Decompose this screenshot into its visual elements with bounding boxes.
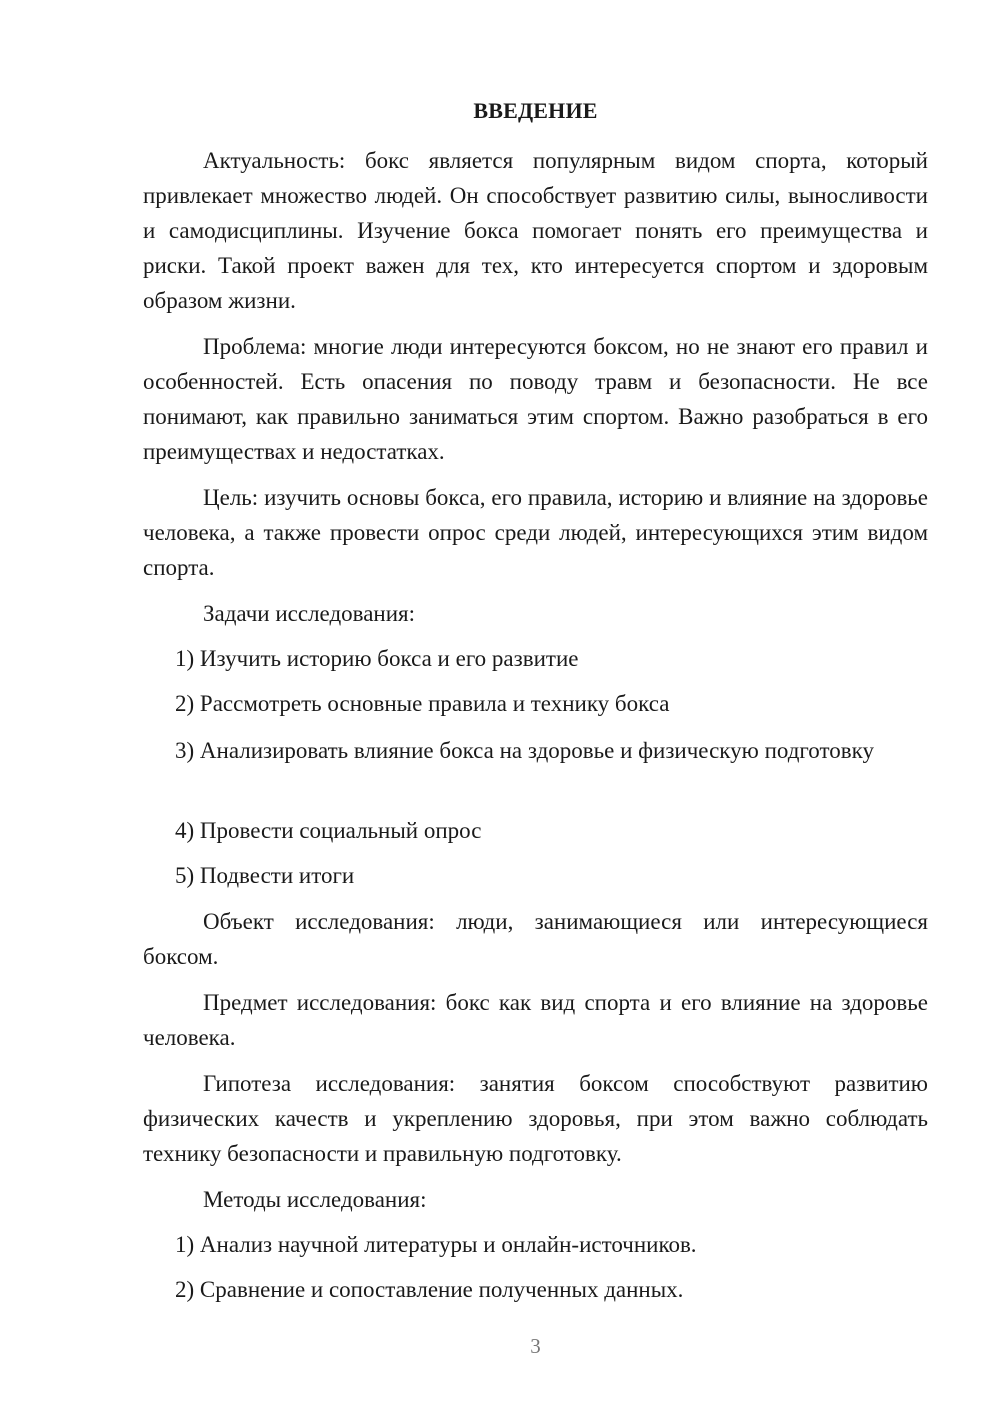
tasks-heading: Задачи исследования: — [203, 601, 416, 626]
paragraph-subject: Предмет исследования: бокс как вид спорта и его влияние на здоровье человека. — [143, 990, 928, 1050]
page-title: ВВЕДЕНИЕ — [473, 98, 598, 123]
paragraph-hypothesis: Гипотеза исследования: занятия боксом способствуют развитию физических качеств и укреплению здоровья, при этом важно соблюдать технику безопасности и правильную подготовку. — [143, 1071, 928, 1166]
task-item-4: 4) Провести социальный опрос — [175, 818, 482, 843]
task-item-1: 1) Изучить историю бокса и его развитие — [175, 646, 579, 671]
paragraph-problem: Проблема: многие люди интересуются боксом, но не знают его правил и особенностей. Есть опасения по поводу травм и безопасности. Не все понимают, как правильно заниматься этим спортом. Важно разобраться в его преимуществах и недостатках. — [143, 334, 928, 464]
paragraph-object: Объект исследования: люди, занимающиеся или интересующиеся боксом. — [143, 909, 928, 969]
methods-heading: Методы исследования: — [203, 1187, 427, 1212]
task-item-2: 2) Рассмотреть основные правила и технику бокса — [175, 691, 670, 716]
document-page — [143, 0, 928, 1414]
method-item-1: 1) Анализ научной литературы и онлайн-источников. — [175, 1232, 697, 1257]
page-number: 3 — [530, 1334, 541, 1358]
paragraph-relevance: Актуальность: бокс является популярным видом спорта, который привлекает множество людей. Он способствует развитию силы, выносливости и самодисциплины. Изучение бокса помогает понять его преимущества и риски. Такой проект важен для тех, кто интересуется спортом и здоровым образом жизни. — [143, 148, 928, 313]
task-item-5: 5) Подвести итоги — [175, 863, 355, 888]
method-item-2: 2) Сравнение и сопоставление полученных данных. — [175, 1277, 684, 1302]
task-item-3: 3) Анализировать влияние бокса на здоровье и физическую подготовку — [175, 738, 874, 763]
paragraph-goal: Цель: изучить основы бокса, его правила, историю и влияние на здоровье человека, а также провести опрос среди людей, интересующихся этим видом спорта. — [143, 485, 928, 580]
